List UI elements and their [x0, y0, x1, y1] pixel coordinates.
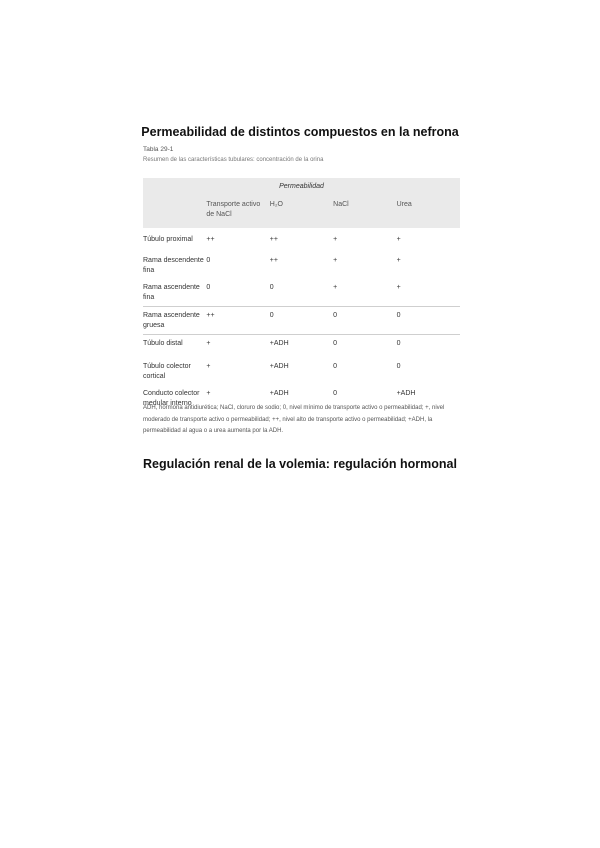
- row-label: Rama descendente fina: [143, 257, 204, 274]
- permeability-table: [143, 178, 460, 412]
- group-header: Permeabilidad: [143, 178, 460, 195]
- row-label: Rama ascendente fina: [143, 284, 200, 301]
- table-cell: +: [206, 390, 211, 397]
- table-cell: 0: [397, 307, 460, 335]
- table-cell: 0: [333, 363, 338, 370]
- table-cell: +: [206, 363, 211, 370]
- table-cell: +ADH: [396, 390, 416, 397]
- table-caption: Resumen de las características tubulares: concentración de la orina: [143, 157, 324, 163]
- table-cell: 0: [333, 307, 396, 335]
- table-cell: 0: [396, 363, 401, 370]
- row-label: Conducto colector medular interno: [143, 390, 200, 407]
- table-cell: +: [396, 236, 401, 243]
- corner-cell: [143, 195, 206, 228]
- table-row: [143, 279, 460, 307]
- table-cell: +: [333, 236, 338, 243]
- table-cell: 0: [269, 284, 274, 291]
- column-header: Urea: [397, 195, 460, 228]
- table-row: [143, 307, 460, 335]
- row-label: Túbulo proximal: [143, 236, 193, 243]
- table-cell: +: [206, 335, 269, 359]
- table-cell: +ADH: [269, 390, 289, 397]
- table-cell: +: [333, 257, 338, 264]
- column-header: Transporte activo de NaCl: [206, 195, 269, 228]
- table-cell: ++: [269, 257, 278, 264]
- table-cell: ++: [206, 236, 215, 243]
- table-cell: 0: [333, 335, 396, 359]
- table-cell: +ADH: [269, 363, 289, 370]
- table-cell: ++: [206, 307, 269, 335]
- table-cell: +ADH: [270, 335, 333, 359]
- table-cell: 0: [397, 335, 460, 359]
- column-header: H₂O: [270, 195, 333, 228]
- table-cell: +: [333, 284, 338, 291]
- table-row: [143, 228, 460, 252]
- table-number: Tabla 29-1: [143, 146, 174, 153]
- table-cell: 0: [333, 390, 338, 397]
- row-label: Rama ascendente gruesa: [143, 307, 206, 335]
- section-heading-volemia: Regulación renal de la volemia: regulación hormonal: [143, 457, 457, 471]
- table-cell: ++: [269, 236, 278, 243]
- table-cell: +: [396, 284, 401, 291]
- table-cell: 0: [270, 307, 333, 335]
- column-header: NaCl: [333, 195, 396, 228]
- table-row: [143, 252, 460, 279]
- section-heading-permeability: Permeabilidad de distintos compuestos en la nefrona: [141, 125, 459, 139]
- table-cell: 0: [206, 257, 211, 264]
- row-label: Túbulo distal: [143, 335, 206, 359]
- table-cell: 0: [206, 284, 211, 291]
- table-cell: +: [396, 257, 401, 264]
- table-row: [143, 335, 460, 359]
- table-footnote: ADH, hormona antidiurética; NaCl, cloruro de sodio; 0, nivel mínimo de transporte activo o permeabilidad; +, nivel moderado de transporte activo o permeabilidad; ++, nivel alto de transporte activo o permeabilidad; +ADH, la permeabilidad al agua o a urea aumenta por la ADH.: [143, 405, 445, 434]
- row-label: Túbulo colector cortical: [143, 363, 191, 380]
- table-row: [143, 358, 460, 385]
